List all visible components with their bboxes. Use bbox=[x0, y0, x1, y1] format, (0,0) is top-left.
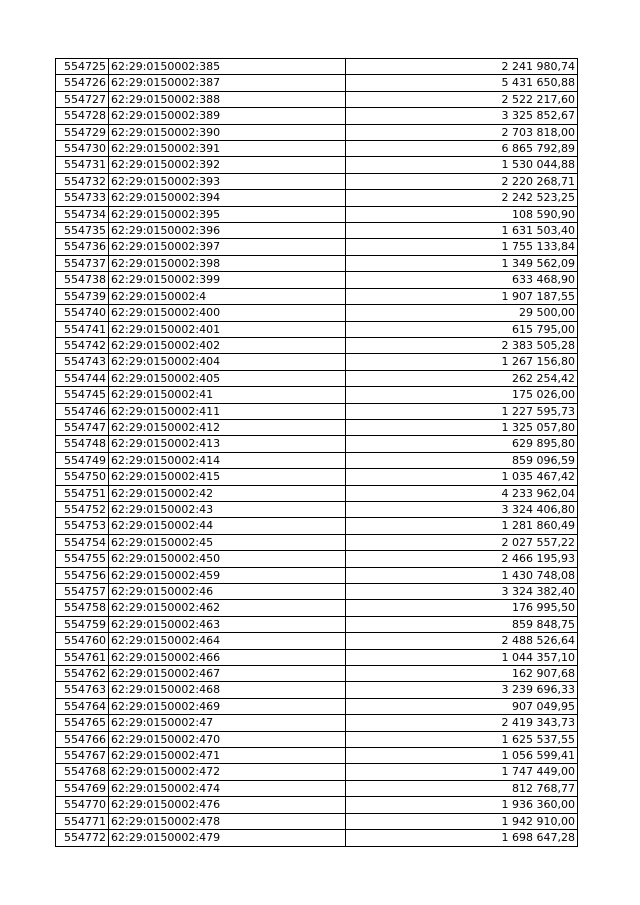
row-number-cell: 554745 bbox=[56, 387, 109, 403]
cadastral-number-cell: 62:29:0150002:414 bbox=[109, 452, 346, 468]
cadastral-number-cell: 62:29:0150002:463 bbox=[109, 616, 346, 632]
table-row bbox=[56, 288, 578, 304]
row-number-cell: 554731 bbox=[56, 157, 109, 173]
cadastral-number-cell: 62:29:0150002:44 bbox=[109, 518, 346, 534]
cadastral-number-cell: 62:29:0150002:4 bbox=[109, 288, 346, 304]
table-row bbox=[56, 748, 578, 764]
table-row bbox=[56, 255, 578, 271]
cadastral-value-cell: 812 768,77 bbox=[346, 780, 578, 796]
cadastral-value-cell: 1 267 156,80 bbox=[346, 354, 578, 370]
cadastral-value-cell: 1 530 044,88 bbox=[346, 157, 578, 173]
cadastral-value-cell: 907 049,95 bbox=[346, 698, 578, 714]
row-number-cell: 554758 bbox=[56, 600, 109, 616]
table-row bbox=[56, 239, 578, 255]
cadastral-number-cell: 62:29:0150002:400 bbox=[109, 305, 346, 321]
table-body bbox=[56, 59, 578, 847]
row-number-cell: 554753 bbox=[56, 518, 109, 534]
cadastral-value-cell: 5 431 650,88 bbox=[346, 75, 578, 91]
cadastral-value-cell: 1 755 133,84 bbox=[346, 239, 578, 255]
cadastral-value-cell: 1 430 748,08 bbox=[346, 567, 578, 583]
cadastral-value-cell: 1 631 503,40 bbox=[346, 223, 578, 239]
cadastral-number-cell: 62:29:0150002:387 bbox=[109, 75, 346, 91]
row-number-cell: 554744 bbox=[56, 370, 109, 386]
table-row bbox=[56, 551, 578, 567]
cadastral-number-cell: 62:29:0150002:467 bbox=[109, 666, 346, 682]
cadastral-number-cell: 62:29:0150002:392 bbox=[109, 157, 346, 173]
table-row bbox=[56, 223, 578, 239]
table-row bbox=[56, 485, 578, 501]
cadastral-number-cell: 62:29:0150002:466 bbox=[109, 649, 346, 665]
table-row bbox=[56, 830, 578, 846]
row-number-cell: 554748 bbox=[56, 436, 109, 452]
row-number-cell: 554734 bbox=[56, 206, 109, 222]
row-number-cell: 554755 bbox=[56, 551, 109, 567]
row-number-cell: 554728 bbox=[56, 108, 109, 124]
row-number-cell: 554764 bbox=[56, 698, 109, 714]
table-row bbox=[56, 633, 578, 649]
table-row bbox=[56, 173, 578, 189]
table-row bbox=[56, 157, 578, 173]
cadastral-value-cell: 29 500,00 bbox=[346, 305, 578, 321]
cadastral-number-cell: 62:29:0150002:479 bbox=[109, 830, 346, 846]
cadastral-value-table bbox=[55, 58, 578, 847]
cadastral-value-cell: 2 027 557,22 bbox=[346, 534, 578, 550]
cadastral-number-cell: 62:29:0150002:471 bbox=[109, 748, 346, 764]
cadastral-number-cell: 62:29:0150002:393 bbox=[109, 173, 346, 189]
cadastral-number-cell: 62:29:0150002:411 bbox=[109, 403, 346, 419]
table-row bbox=[56, 731, 578, 747]
row-number-cell: 554727 bbox=[56, 91, 109, 107]
table-row bbox=[56, 666, 578, 682]
cadastral-value-cell: 176 995,50 bbox=[346, 600, 578, 616]
cadastral-number-cell: 62:29:0150002:401 bbox=[109, 321, 346, 337]
cadastral-value-cell: 1 349 562,09 bbox=[346, 255, 578, 271]
table-row bbox=[56, 272, 578, 288]
cadastral-value-cell: 3 325 852,67 bbox=[346, 108, 578, 124]
table-row bbox=[56, 305, 578, 321]
cadastral-value-cell: 3 324 382,40 bbox=[346, 584, 578, 600]
cadastral-value-cell: 1 942 910,00 bbox=[346, 813, 578, 829]
cadastral-number-cell: 62:29:0150002:478 bbox=[109, 813, 346, 829]
table-row bbox=[56, 321, 578, 337]
cadastral-number-cell: 62:29:0150002:470 bbox=[109, 731, 346, 747]
table-row bbox=[56, 75, 578, 91]
cadastral-value-cell: 2 383 505,28 bbox=[346, 337, 578, 353]
cadastral-number-cell: 62:29:0150002:464 bbox=[109, 633, 346, 649]
cadastral-number-cell: 62:29:0150002:450 bbox=[109, 551, 346, 567]
row-number-cell: 554763 bbox=[56, 682, 109, 698]
table-row bbox=[56, 452, 578, 468]
table-row bbox=[56, 354, 578, 370]
table-row bbox=[56, 124, 578, 140]
table-row bbox=[56, 337, 578, 353]
table-row bbox=[56, 698, 578, 714]
row-number-cell: 554726 bbox=[56, 75, 109, 91]
row-number-cell: 554771 bbox=[56, 813, 109, 829]
cadastral-number-cell: 62:29:0150002:385 bbox=[109, 59, 346, 75]
row-number-cell: 554760 bbox=[56, 633, 109, 649]
row-number-cell: 554761 bbox=[56, 649, 109, 665]
row-number-cell: 554739 bbox=[56, 288, 109, 304]
cadastral-number-cell: 62:29:0150002:47 bbox=[109, 715, 346, 731]
cadastral-number-cell: 62:29:0150002:413 bbox=[109, 436, 346, 452]
cadastral-value-cell: 633 468,90 bbox=[346, 272, 578, 288]
table-row bbox=[56, 436, 578, 452]
row-number-cell: 554765 bbox=[56, 715, 109, 731]
row-number-cell: 554730 bbox=[56, 141, 109, 157]
row-number-cell: 554772 bbox=[56, 830, 109, 846]
cadastral-number-cell: 62:29:0150002:389 bbox=[109, 108, 346, 124]
table-row bbox=[56, 190, 578, 206]
row-number-cell: 554743 bbox=[56, 354, 109, 370]
table-row bbox=[56, 682, 578, 698]
cadastral-number-cell: 62:29:0150002:395 bbox=[109, 206, 346, 222]
row-number-cell: 554741 bbox=[56, 321, 109, 337]
table-row bbox=[56, 649, 578, 665]
table-row bbox=[56, 108, 578, 124]
cadastral-number-cell: 62:29:0150002:469 bbox=[109, 698, 346, 714]
row-number-cell: 554738 bbox=[56, 272, 109, 288]
table-row bbox=[56, 469, 578, 485]
row-number-cell: 554770 bbox=[56, 797, 109, 813]
table-row bbox=[56, 387, 578, 403]
row-number-cell: 554737 bbox=[56, 255, 109, 271]
row-number-cell: 554752 bbox=[56, 501, 109, 517]
table-row bbox=[56, 91, 578, 107]
cadastral-number-cell: 62:29:0150002:396 bbox=[109, 223, 346, 239]
table-row bbox=[56, 780, 578, 796]
cadastral-number-cell: 62:29:0150002:398 bbox=[109, 255, 346, 271]
cadastral-number-cell: 62:29:0150002:43 bbox=[109, 501, 346, 517]
cadastral-value-cell: 1 907 187,55 bbox=[346, 288, 578, 304]
table-row bbox=[56, 600, 578, 616]
cadastral-value-cell: 2 242 523,25 bbox=[346, 190, 578, 206]
table-row bbox=[56, 141, 578, 157]
cadastral-number-cell: 62:29:0150002:388 bbox=[109, 91, 346, 107]
cadastral-number-cell: 62:29:0150002:474 bbox=[109, 780, 346, 796]
cadastral-value-cell: 108 590,90 bbox=[346, 206, 578, 222]
cadastral-number-cell: 62:29:0150002:390 bbox=[109, 124, 346, 140]
cadastral-value-cell: 4 233 962,04 bbox=[346, 485, 578, 501]
cadastral-number-cell: 62:29:0150002:402 bbox=[109, 337, 346, 353]
table-row bbox=[56, 764, 578, 780]
cadastral-value-cell: 1 698 647,28 bbox=[346, 830, 578, 846]
cadastral-number-cell: 62:29:0150002:41 bbox=[109, 387, 346, 403]
cadastral-number-cell: 62:29:0150002:468 bbox=[109, 682, 346, 698]
cadastral-value-cell: 262 254,42 bbox=[346, 370, 578, 386]
row-number-cell: 554754 bbox=[56, 534, 109, 550]
table-row bbox=[56, 813, 578, 829]
row-number-cell: 554749 bbox=[56, 452, 109, 468]
cadastral-number-cell: 62:29:0150002:412 bbox=[109, 419, 346, 435]
cadastral-value-cell: 1 056 599,41 bbox=[346, 748, 578, 764]
cadastral-value-cell: 1 625 537,55 bbox=[346, 731, 578, 747]
cadastral-value-cell: 1 227 595,73 bbox=[346, 403, 578, 419]
row-number-cell: 554769 bbox=[56, 780, 109, 796]
cadastral-value-cell: 1 281 860,49 bbox=[346, 518, 578, 534]
cadastral-number-cell: 62:29:0150002:42 bbox=[109, 485, 346, 501]
cadastral-number-cell: 62:29:0150002:45 bbox=[109, 534, 346, 550]
table-row bbox=[56, 370, 578, 386]
cadastral-number-cell: 62:29:0150002:415 bbox=[109, 469, 346, 485]
cadastral-value-cell: 175 026,00 bbox=[346, 387, 578, 403]
cadastral-number-cell: 62:29:0150002:399 bbox=[109, 272, 346, 288]
table-row bbox=[56, 534, 578, 550]
cadastral-value-cell: 629 895,80 bbox=[346, 436, 578, 452]
table-row bbox=[56, 518, 578, 534]
row-number-cell: 554733 bbox=[56, 190, 109, 206]
cadastral-number-cell: 62:29:0150002:462 bbox=[109, 600, 346, 616]
cadastral-number-cell: 62:29:0150002:404 bbox=[109, 354, 346, 370]
cadastral-value-cell: 3 324 406,80 bbox=[346, 501, 578, 517]
row-number-cell: 554751 bbox=[56, 485, 109, 501]
table-row bbox=[56, 797, 578, 813]
cadastral-value-cell: 859 096,59 bbox=[346, 452, 578, 468]
cadastral-value-cell: 1 044 357,10 bbox=[346, 649, 578, 665]
cadastral-number-cell: 62:29:0150002:46 bbox=[109, 584, 346, 600]
row-number-cell: 554729 bbox=[56, 124, 109, 140]
row-number-cell: 554736 bbox=[56, 239, 109, 255]
cadastral-value-cell: 859 848,75 bbox=[346, 616, 578, 632]
row-number-cell: 554742 bbox=[56, 337, 109, 353]
row-number-cell: 554759 bbox=[56, 616, 109, 632]
row-number-cell: 554768 bbox=[56, 764, 109, 780]
table-row bbox=[56, 206, 578, 222]
row-number-cell: 554746 bbox=[56, 403, 109, 419]
cadastral-value-cell: 2 220 268,71 bbox=[346, 173, 578, 189]
cadastral-value-cell: 2 466 195,93 bbox=[346, 551, 578, 567]
cadastral-value-cell: 615 795,00 bbox=[346, 321, 578, 337]
cadastral-value-cell: 3 239 696,33 bbox=[346, 682, 578, 698]
cadastral-number-cell: 62:29:0150002:391 bbox=[109, 141, 346, 157]
table-row bbox=[56, 59, 578, 75]
row-number-cell: 554725 bbox=[56, 59, 109, 75]
table-row bbox=[56, 616, 578, 632]
row-number-cell: 554757 bbox=[56, 584, 109, 600]
row-number-cell: 554747 bbox=[56, 419, 109, 435]
cadastral-number-cell: 62:29:0150002:476 bbox=[109, 797, 346, 813]
cadastral-value-cell: 162 907,68 bbox=[346, 666, 578, 682]
cadastral-value-cell: 2 488 526,64 bbox=[346, 633, 578, 649]
row-number-cell: 554740 bbox=[56, 305, 109, 321]
row-number-cell: 554762 bbox=[56, 666, 109, 682]
cadastral-value-cell: 2 419 343,73 bbox=[346, 715, 578, 731]
row-number-cell: 554756 bbox=[56, 567, 109, 583]
cadastral-number-cell: 62:29:0150002:394 bbox=[109, 190, 346, 206]
table-row bbox=[56, 403, 578, 419]
row-number-cell: 554735 bbox=[56, 223, 109, 239]
row-number-cell: 554732 bbox=[56, 173, 109, 189]
cadastral-value-cell: 2 522 217,60 bbox=[346, 91, 578, 107]
cadastral-number-cell: 62:29:0150002:459 bbox=[109, 567, 346, 583]
cadastral-value-cell: 6 865 792,89 bbox=[346, 141, 578, 157]
cadastral-value-cell: 1 747 449,00 bbox=[346, 764, 578, 780]
cadastral-value-cell: 1 325 057,80 bbox=[346, 419, 578, 435]
row-number-cell: 554766 bbox=[56, 731, 109, 747]
table-row bbox=[56, 584, 578, 600]
cadastral-value-cell: 2 703 818,00 bbox=[346, 124, 578, 140]
cadastral-number-cell: 62:29:0150002:397 bbox=[109, 239, 346, 255]
cadastral-value-cell: 2 241 980,74 bbox=[346, 59, 578, 75]
table-row bbox=[56, 419, 578, 435]
row-number-cell: 554750 bbox=[56, 469, 109, 485]
table-row bbox=[56, 715, 578, 731]
cadastral-number-cell: 62:29:0150002:405 bbox=[109, 370, 346, 386]
row-number-cell: 554767 bbox=[56, 748, 109, 764]
table-row bbox=[56, 501, 578, 517]
cadastral-value-cell: 1 035 467,42 bbox=[346, 469, 578, 485]
table-row bbox=[56, 567, 578, 583]
cadastral-value-cell: 1 936 360,00 bbox=[346, 797, 578, 813]
cadastral-number-cell: 62:29:0150002:472 bbox=[109, 764, 346, 780]
